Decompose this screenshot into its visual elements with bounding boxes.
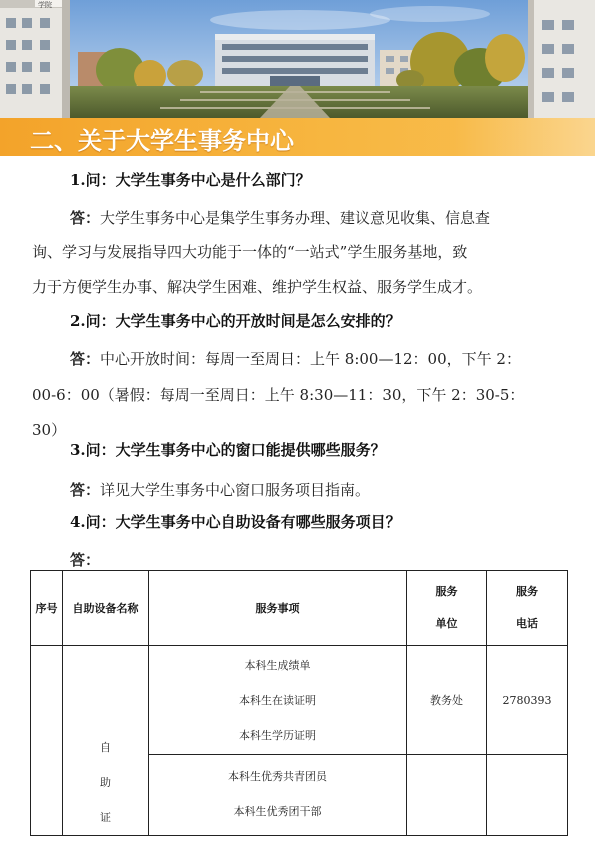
cell-device-name: 自 助 证 — [63, 646, 149, 836]
campus-banner-photo — [0, 0, 595, 118]
self-service-table — [30, 570, 568, 836]
cell-service-phone — [487, 755, 568, 836]
header-no: 序号 — [31, 571, 63, 646]
answer-4-label: 答： — [70, 551, 101, 569]
cell-service-unit: 教务处 — [407, 646, 487, 755]
question-1: 1.问：大学生事务中心是什么部门？ — [70, 171, 311, 189]
cell-service-phone: 2780393 — [487, 646, 568, 755]
answer-2-line-2: 00-6：00（暑假：每周一至周日：上午 8:30—11：30，下午 2：30-5： — [32, 386, 525, 404]
cell-service-items: 本科生成绩单 本科生在读证明 本科生学历证明 — [149, 646, 407, 755]
answer-2-line-1: 答：中心开放时间：每周一至周日：上午 8:00—12：00，下午 2： — [70, 350, 521, 368]
cell-service-items: 本科生优秀共青团员 本科生优秀团干部 — [149, 755, 407, 836]
header-unit: 服务 单位 — [407, 571, 487, 646]
section-title: 二、关于大学生事务中心 — [30, 127, 294, 155]
question-3: 3.问：大学生事务中心的窗口能提供哪些服务？ — [70, 441, 386, 459]
header-phone: 服务 电话 — [487, 571, 568, 646]
answer-1-line-3: 力于方便学生办事、解决学生困难、维护学生权益、服务学生成才。 — [32, 278, 483, 296]
table-row — [31, 646, 568, 755]
cell-service-unit — [407, 755, 487, 836]
answer-1-line-1: 答：大学生事务中心是集学生事务办理、建议意见收集、信息查 — [70, 209, 491, 227]
header-items: 服务事项 — [149, 571, 407, 646]
answer-1-line-2: 询、学习与发展指导四大功能于一体的“一站式”学生服务基地，致 — [32, 243, 468, 261]
answer-3-line-1: 答：详见大学生事务中心窗口服务项目指南。 — [70, 481, 371, 499]
campus-photo-illustration — [0, 0, 595, 118]
answer-label: 答： — [70, 481, 101, 499]
cell-no — [31, 646, 63, 836]
question-2: 2.问：大学生事务中心的开放时间是怎么安排的？ — [70, 312, 401, 330]
building-sign-text: 学院 — [38, 1, 52, 9]
answer-2-line-3: 30） — [32, 421, 67, 439]
table-header-row — [31, 571, 568, 646]
answer-label: 答： — [70, 350, 101, 368]
question-4: 4.问：大学生事务中心自助设备有哪些服务项目？ — [70, 513, 401, 531]
answer-label: 答： — [70, 209, 101, 227]
header-device: 自助设备名称 — [63, 571, 149, 646]
